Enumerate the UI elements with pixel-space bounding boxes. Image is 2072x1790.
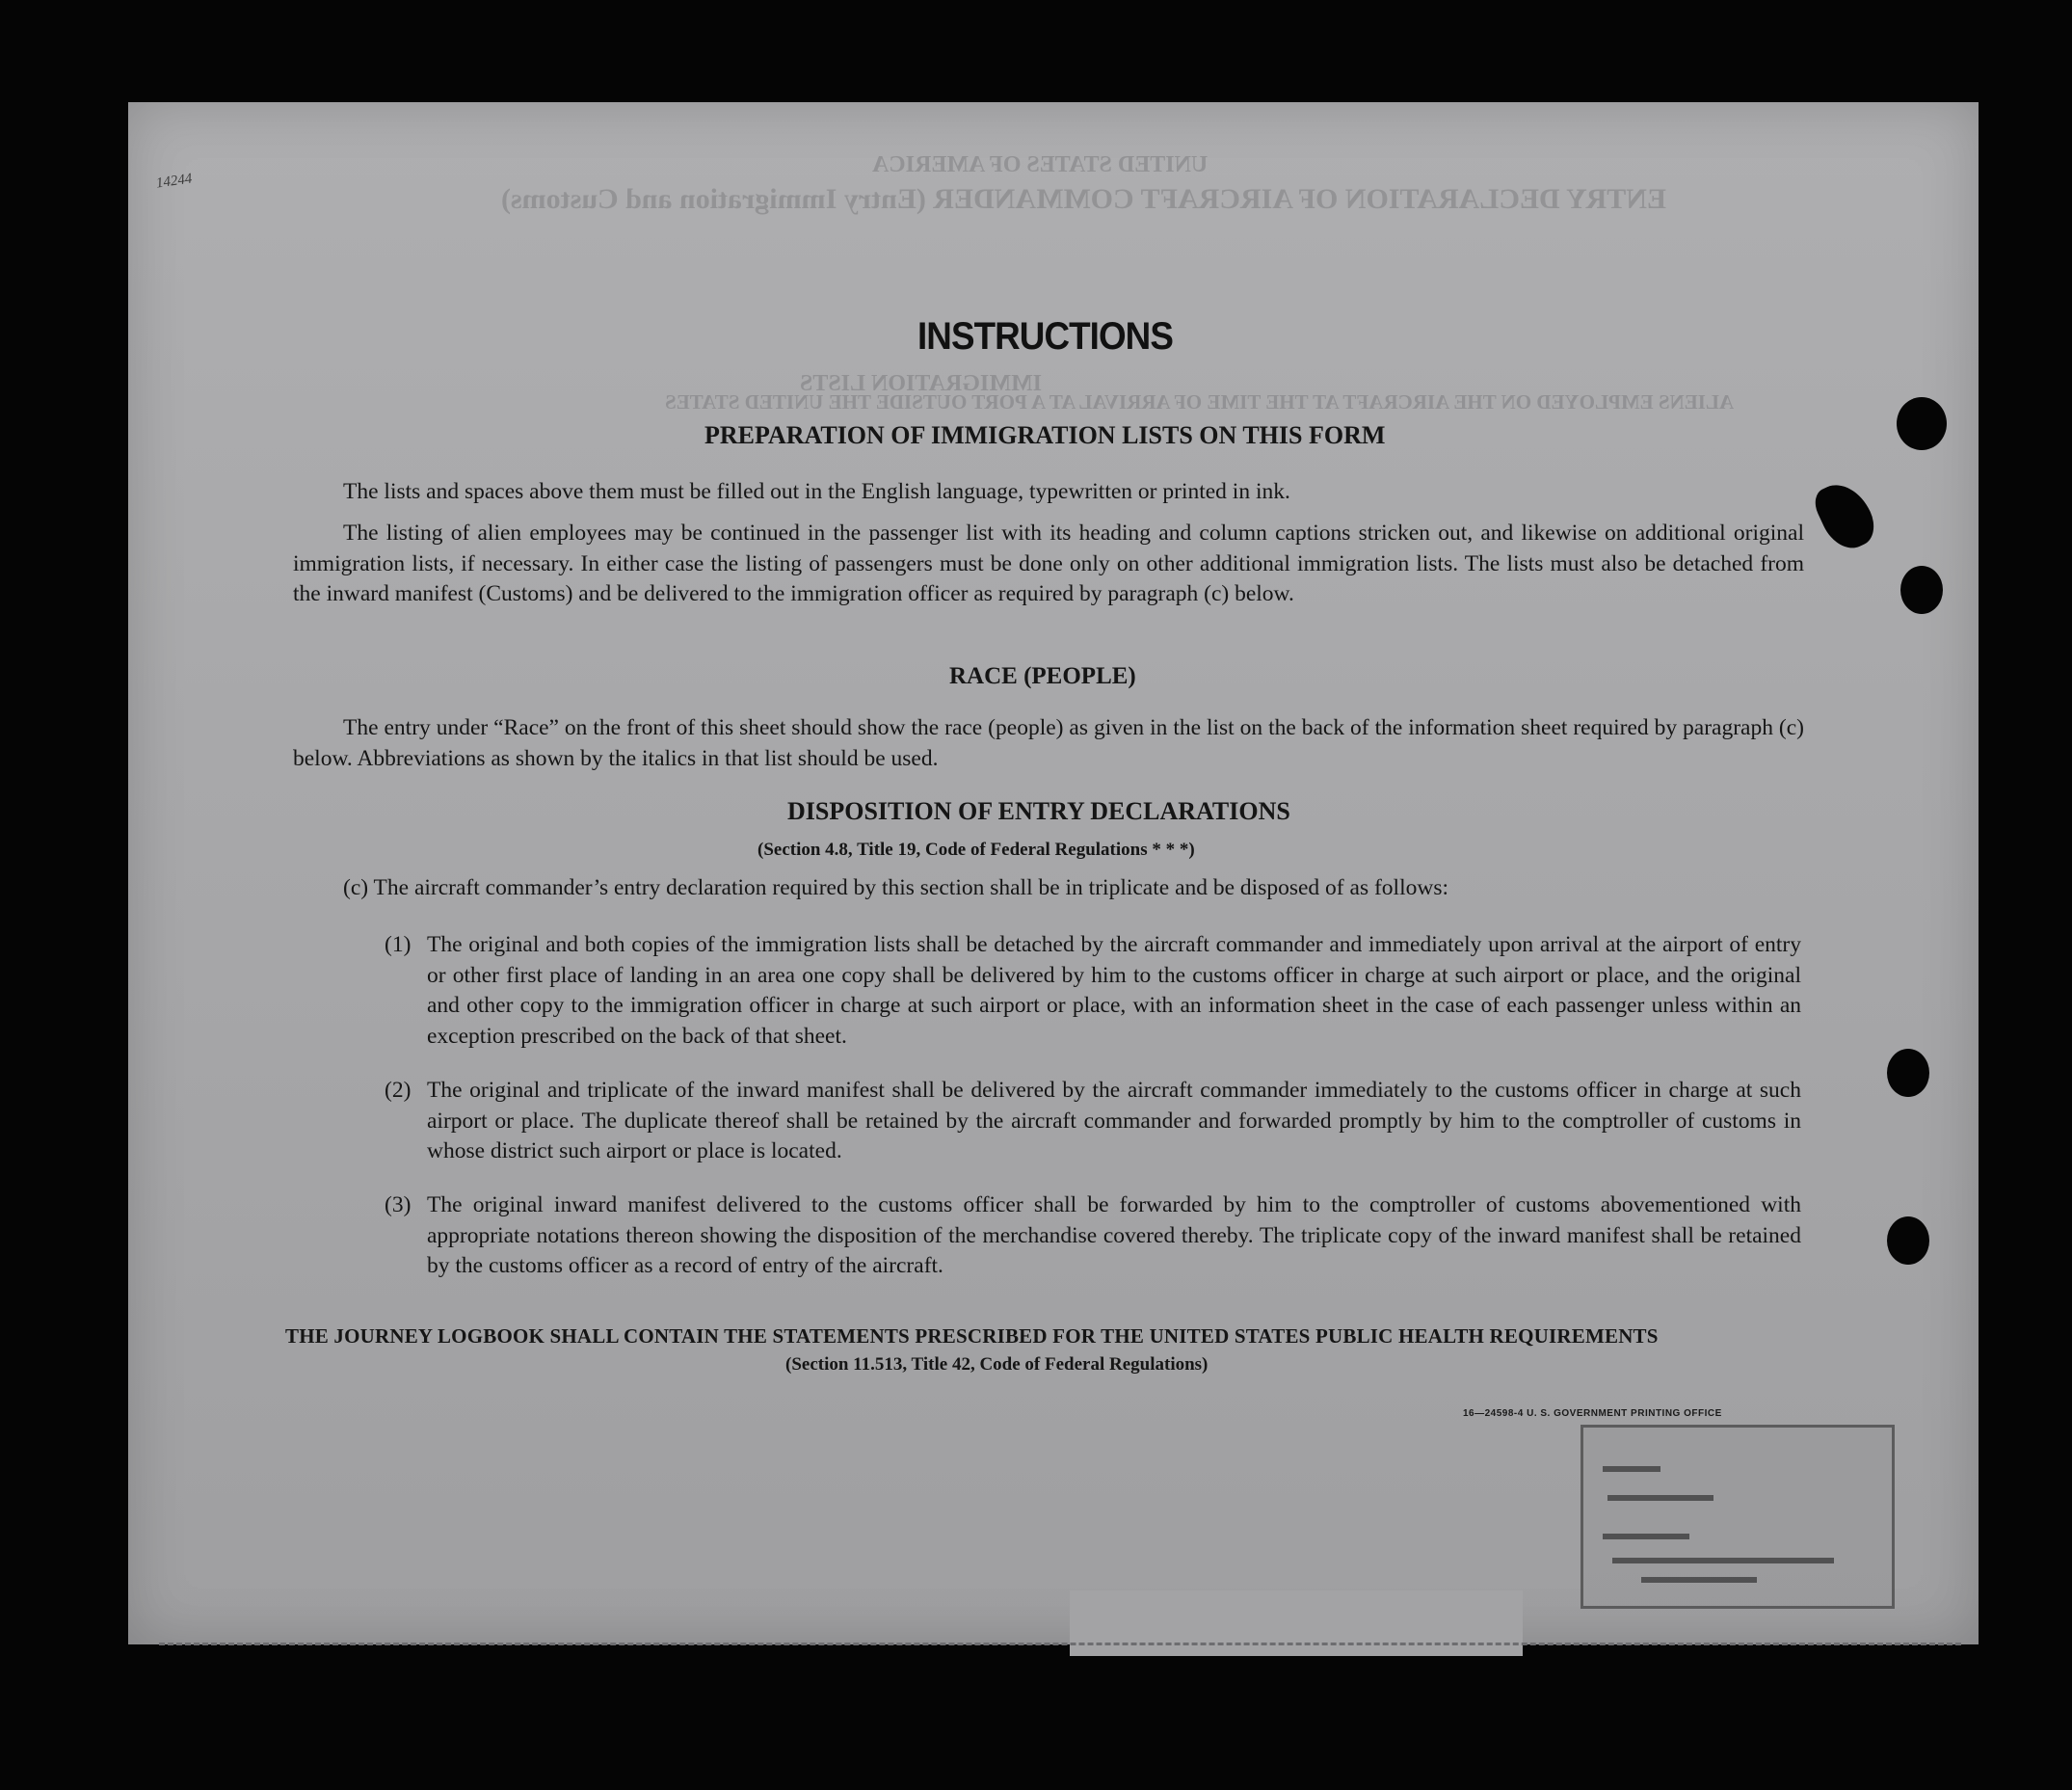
punch-hole (1887, 1049, 1929, 1097)
show-through-line-4: ALIENS EMPLOYED ON THE AIRCRAFT AT THE TIME OF ARRIVAL AT A PORT OUTSIDE THE UNITED STATES (665, 390, 1735, 414)
disposition-intro: (c) The aircraft commander’s entry declaration required by this section shall be in triplicate and be disposed of as follows: (343, 875, 1448, 900)
punch-hole (1897, 397, 1947, 450)
sheet-tab (1070, 1590, 1523, 1656)
item-text: The original and triplicate of the inward manifest shall be delivered by the aircraft commander immediately to the customs officer in charge at such airport or place. The duplicate thereof shall be retained by the aircraft commander and forwarded promptly by him to the comptroller of customs in whose district such airport or place is located. (427, 1078, 1801, 1163)
item-text: The original inward manifest delivered to the customs officer shall be forwarded by him to the comptroller of customs abovementioned with appropriate notations thereon showing the disposition of the merchandise covered thereby. The triplicate copy of the inward manifest shall be retained by the customs officer as a record of entry of the aircraft. (427, 1192, 1801, 1278)
show-through-line-2: ENTRY DECLARATION OF AIRCRAFT COMMANDER (Entry Immigration and Customs) (501, 183, 1666, 215)
footer-health-requirements: THE JOURNEY LOGBOOK SHALL CONTAIN THE STATEMENTS PRESCRIBED FOR THE UNITED STATES PUBLIC HEALTH REQUIREMENTS (285, 1324, 1659, 1348)
disposition-item-1 (385, 930, 1801, 1052)
disposition-item-2 (385, 1076, 1801, 1167)
section-heading-disposition: DISPOSITION OF ENTRY DECLARATIONS (787, 797, 1290, 825)
page-title: INSTRUCTIONS (917, 315, 1173, 358)
punch-hole (1887, 1216, 1929, 1265)
item-number: (3) (385, 1192, 412, 1217)
printing-office-code: 16—24598-4 U. S. GOVERNMENT PRINTING OFFICE (1463, 1408, 1722, 1419)
disposition-citation: (Section 4.8, Title 19, Code of Federal Regulations * * *) (757, 840, 1195, 860)
show-through-line-3: IMMIGRATION LISTS (800, 371, 1042, 396)
section-heading-race: RACE (PEOPLE) (949, 663, 1136, 689)
footer-citation: (Section 11.513, Title 42, Code of Federal Regulations) (785, 1354, 1209, 1375)
item-number: (1) (385, 932, 412, 957)
item-text: The original and both copies of the immigration lists shall be detached by the aircraft commander and immediately upon arrival at the airport of entry or other first place of landing in an area one copy shall be delivered by him to the customs officer in charge at such airport or place, and the original and other copy to the immigration officer in charge at such airport or place, with an information sheet in the case of each passenger unless within an exception prescribed on the back of that sheet. (427, 932, 1801, 1049)
item-number: (2) (385, 1078, 412, 1103)
disposition-item-3 (385, 1190, 1801, 1282)
preparation-paragraph-1: The lists and spaces above them must be filled out in the English language, typewritten or printed in ink. (343, 479, 1290, 504)
show-through-line-1: UNITED STATES OF AMERICA (872, 152, 1209, 177)
customs-stamp (1581, 1425, 1895, 1609)
perforation-line (159, 1643, 1961, 1645)
race-paragraph: The entry under “Race” on the front of this sheet should show the race (people) as given in the list on the back of the information sheet required by paragraph (c) below. Abbreviations as shown by the italics in that list should be used. (293, 715, 1804, 771)
preparation-paragraph-2: The listing of alien employees may be continued in the passenger list with its heading and column captions stricken out, and likewise on additional original immigration lists, if necessary. In either case the listing of passengers must be done only on other additional immigration lists. The lists must also be detached from the inward manifest (Customs) and be delivered to the immigration officer as required by paragraph (c) below. (293, 521, 1804, 606)
punch-hole (1900, 566, 1943, 614)
section-heading-preparation: PREPARATION OF IMMIGRATION LISTS ON THIS FORM (704, 421, 1386, 449)
margin-note: 14244 (154, 171, 194, 192)
